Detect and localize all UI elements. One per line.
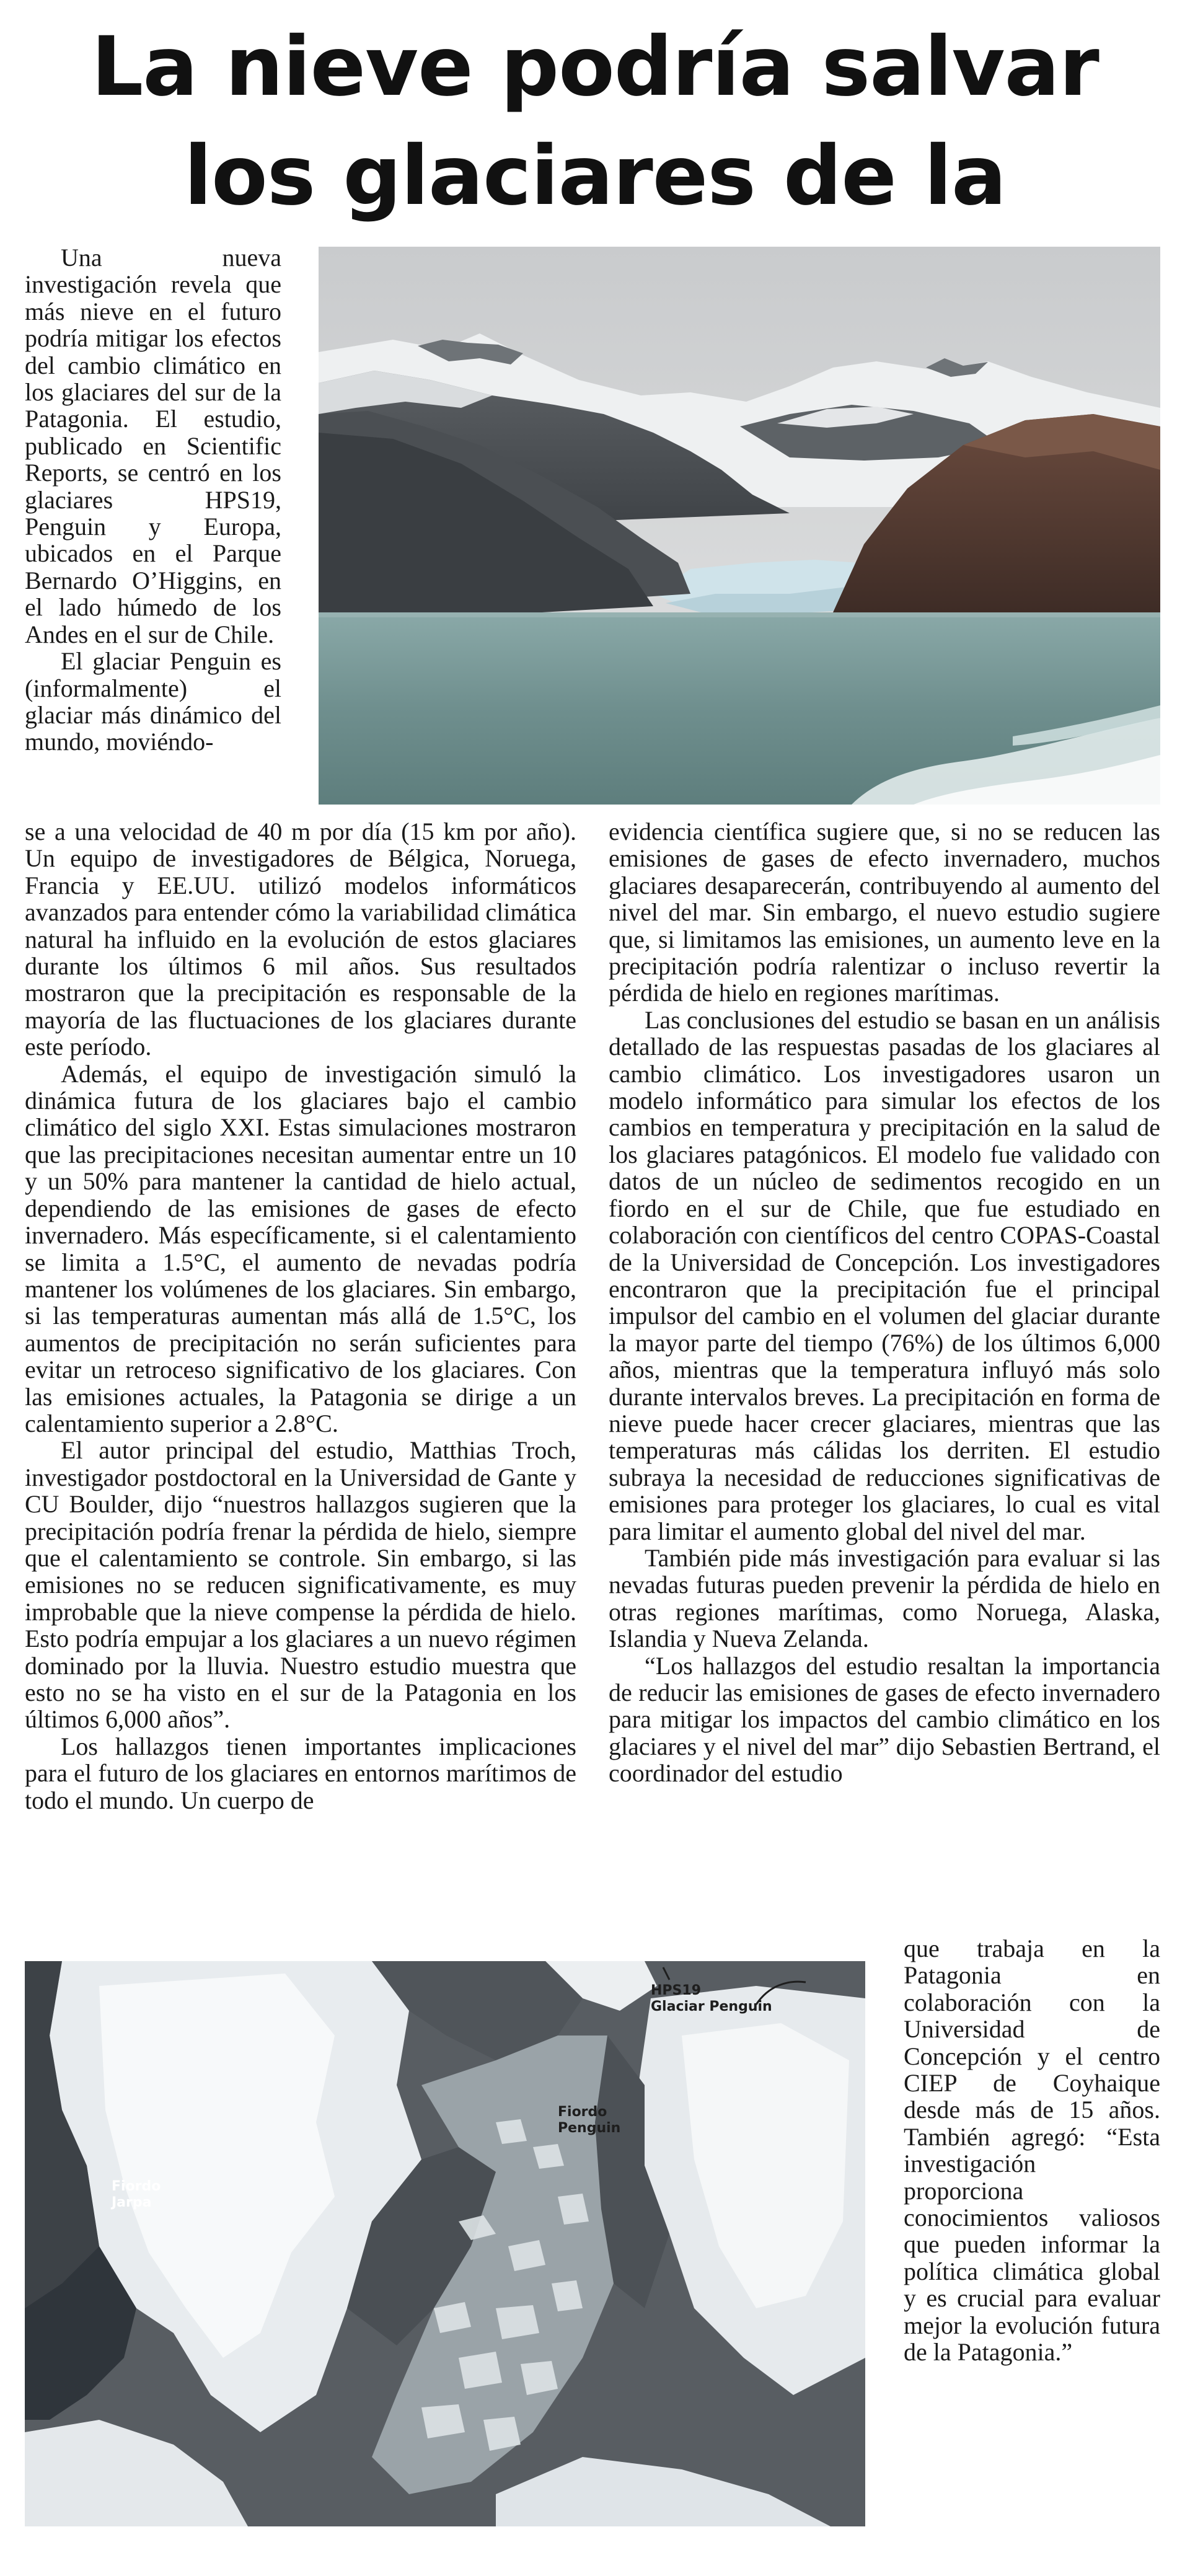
map-label-hps19: HPS19 — [651, 1983, 701, 1998]
article-block-2 — [25, 818, 576, 1814]
map-label-fiordo-penguin-line2: Penguin — [558, 2120, 621, 2136]
paragraph: El glaciar Penguin es (informalmente) el glaciar más dinámico del mundo, moviéndo- — [25, 647, 281, 756]
paragraph: Además, el equipo de investigación simuló la dinámica futura de los glaciares bajo el cambio climático del siglo XXI. Estas simulaciones mostraron que las precipitaciones necesitan aumentar entre un 10 y un 50% para mantener la cantidad de hielo actual, dependiendo de las emisiones de gases de efecto invernadero. Más específicamente, si el calentamiento se limita a 1.5°C, el aumento de nevadas podría mantener los volúmenes de los glaciares. Sin embargo, si las temperaturas aumentan más allá de 1.5°C, los aumentos de precipitación no serán suficientes para evitar un retroceso significativo de los glaciares. Con las emisiones actuales, la Patagonia se dirige a un calentamiento superior a 2.8°C. — [25, 1059, 576, 1437]
map-label-glaciar-penguin: Glaciar Penguin — [651, 1999, 772, 2014]
paragraph: se a una velocidad de 40 m por día (15 km por año). Un equipo de investigadores de Bélgica, Noruega, Francia y EE.UU. utilizó modelos informáticos avanzados para entender cómo la variabilidad climática natural ha influido en la evolución de estos glaciares durante los últimos 6 mil años. Sus resultados mostraron que la precipitación es responsable de la mayoría de las fluctuaciones de los glaciares durante este período. — [25, 818, 576, 1061]
article-block-4 — [904, 1935, 1160, 2366]
paragraph: que trabaja en la Patagonia en colaboración con la Universidad de Concepción y el centro CIEP de Coyhaique desde más de 15 años. También agregó: “Esta investigación proporciona conocimientos valiosos que pueden informar la política climática global y es crucial para evaluar mejor la evolución futura de la Patagonia.” — [904, 1934, 1160, 2366]
satellite-map-photo — [25, 1961, 865, 2526]
map-label-fiordo-penguin-line1: Fiordo — [558, 2104, 607, 2120]
paragraph: Los hallazgos tienen importantes implicaciones para el futuro de los glaciares en entornos marítimos de todo el mundo. Un cuerpo de — [25, 1732, 576, 1814]
glacier-fjord-illustration — [319, 247, 1160, 805]
glacier-fjord-photo — [319, 247, 1160, 805]
article-title: La nieve podría salvar los glaciares de la — [91, 19, 1099, 224]
article-block-1 — [25, 244, 281, 756]
paragraph: Las conclusiones del estudio se basan en un análisis detallado de las respuestas pasadas de los glaciares al cambio climático. Los investigadores usaron un modelo informático para simular los efectos de los cambios en temperatura y precipitación en la salud de los glaciares patagónicos. El modelo fue validado con datos de un núcleo de sedimentos recogido en un fiordo en el sur de Chile, que fue estudiado en colaboración con científicos del centro COPAS-Coastal de la Universidad de Concepción. Los investigadores encontraron que la precipitación fue el principal impulsor del cambio en el volumen del glaciar durante la mayor parte del tiempo (76%) de los últimos 6,000 años, mientras que la temperatura influyó más solo durante intervalos breves. La precipitación en forma de nieve puede hacer crecer glaciares, mientras que las temperaturas más cálidas los derriten. El estudio subraya la necesidad de reducciones significativas de emisiones para proteger los glaciares, lo cual es vital para limitar el aumento global del nivel del mar. — [609, 1005, 1160, 1545]
satellite-map-illustration — [25, 1961, 865, 2526]
paragraph: Una nueva investigación revela que más nieve en el futuro podría mitigar los efectos del cambio climático en los glaciares del sur de la Patagonia. El estudio, publicado en Scientific Reports, se centró en los glaciares HPS19, Penguin y Europa, ubicados en el Parque Bernardo O’Higgins, en el lado húmedo de los Andes en el sur de Chile. — [25, 244, 281, 648]
paragraph: “Los hallazgos del estudio resaltan la importancia de reducir las emisiones de gases de efecto invernadero para mitigar los impactos del cambio climático en los glaciares y el nivel del mar” dijo Sebastien Bertrand, el coordinador del estudio — [609, 1651, 1160, 1788]
article-block-3 — [609, 818, 1160, 1787]
paragraph: El autor principal del estudio, Matthias Troch, investigador postdoctoral en la Universidad de Gante y CU Boulder, dijo “nuestros hallazgos sugieren que la precipitación podría frenar la pérdida de hielo, siempre que el calentamiento se controle. Sin embargo, si las emisiones no se reducen significativamente, es muy improbable que la nieve compense la pérdida de hielo. Esto podría empujar a los glaciares a un nuevo régimen dominado por la lluvia. Nuestro estudio muestra que esto no se ha visto en el sur de la Patagonia en los últimos 6,000 años”. — [25, 1436, 576, 1734]
paragraph: También pide más investigación para evaluar si las nevadas futuras pueden prevenir la pérdida de hielo en otras regiones marítimas, como Noruega, Alaska, Islandia y Nueva Zelanda. — [609, 1543, 1160, 1653]
map-label-fiordo-jarpa-line1: Fiordo — [112, 2179, 161, 2194]
paragraph: evidencia científica sugiere que, si no se reducen las emisiones de gases de efecto invernadero, muchos glaciares desaparecerán, contribuyendo al aumento del nivel del mar. Sin embargo, el nuevo estudio sugiere que, si limitamos las emisiones, un aumento leve en la precipitación podría ralentizar o incluso revertir la pérdida de hielo en regiones marítimas. — [609, 818, 1160, 1007]
map-label-fiordo-jarpa-line2: Jarpa — [112, 2195, 152, 2210]
